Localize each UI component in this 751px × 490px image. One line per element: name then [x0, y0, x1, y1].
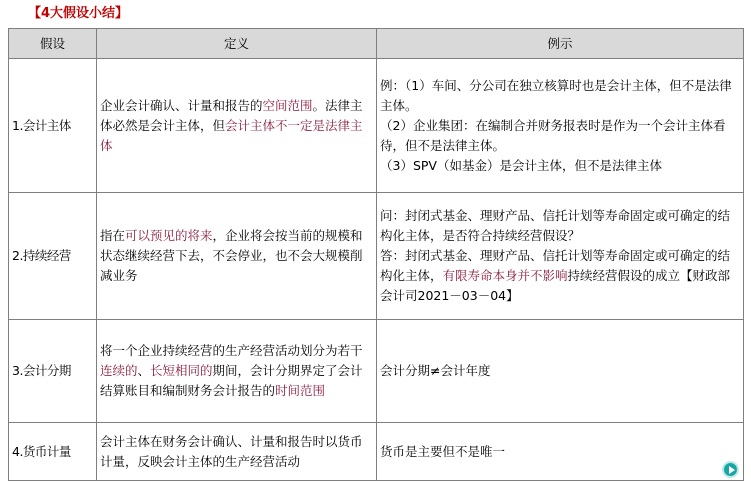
- example-question: 问：封闭式基金、理财产品、信托计划等寿命固定或可确定的结构化主体，是否符合持续经营假设？: [380, 208, 731, 243]
- example-cell: 货币是主要但不是唯一: [377, 423, 744, 481]
- assumption-cell: 1.会计主体: [9, 59, 97, 193]
- definition-highlight: 连续的: [100, 363, 138, 378]
- assumptions-summary-table: [8, 28, 744, 481]
- definition-text: 指在: [100, 228, 126, 243]
- definition-text: 将一个企业持续经营的生产经营活动划分为若干: [100, 343, 363, 358]
- definition-text: 企业会计确认、计量和报告的: [100, 97, 263, 113]
- header-assumption: 假设: [9, 29, 97, 59]
- example-text: 答：封闭式基金、理财产品、信托计划等寿命固定或可确定的结构化主体，: [380, 248, 731, 283]
- table-row: [9, 320, 744, 423]
- definition-highlight: 会计主体不一定是法律主体: [100, 117, 363, 153]
- example-cell: [377, 193, 744, 320]
- example-text: 持续经营假设的成立【财政部会计司2021－03－04】: [380, 268, 731, 303]
- definition-text: 。法律主体必然是会计主体，但: [100, 97, 363, 133]
- definition-highlight: 长短相同的: [150, 363, 213, 378]
- assumption-cell: 4.货币计量: [9, 423, 97, 481]
- example-answer: [380, 246, 740, 306]
- example-line: （2）企业集团：在编制合并财务报表时是作为一个会计主体看待，但不是法律主体。: [380, 117, 726, 153]
- table-row: [9, 193, 744, 320]
- definition-highlight: 可以预见的将来: [125, 228, 213, 243]
- definition-highlight: 时间范围: [275, 383, 326, 398]
- definition-text: 期间，会计分期界定了会计结算账目和编制财务会计报告的: [100, 363, 363, 398]
- table-header-row: [9, 29, 744, 59]
- header-definition: 定义: [97, 29, 377, 59]
- definition-cell: [97, 320, 377, 423]
- definition-text: 、: [137, 363, 151, 378]
- assumption-cell: 3.会计分期: [9, 320, 97, 423]
- table-row: [9, 423, 744, 481]
- example-cell: 会计分期≠会计年度: [377, 320, 744, 423]
- definition-cell: [97, 423, 377, 481]
- assumption-cell: 2.持续经营: [9, 193, 97, 320]
- example-cell: [377, 59, 744, 193]
- definition-highlight: 空间范围: [262, 97, 313, 113]
- definition-text: 会计主体在财务会计确认、计量和报告时以货币计量，反映会计主体的生产经营活动: [100, 433, 363, 469]
- document-title: 【4大假设小结】: [28, 6, 129, 21]
- definition-cell: [97, 59, 377, 193]
- example-line: 例：（1）车间、分公司在独立核算时也是会计主体，但不是法律主体。: [380, 77, 732, 113]
- definition-cell: [97, 193, 377, 320]
- example-highlight: 有限寿命本身并不影响: [442, 268, 568, 283]
- definition-text: ，企业将会按当前的规模和状态继续经营下去，不会停业，也不会大规模削减业务: [100, 228, 363, 283]
- play-icon[interactable]: [722, 461, 739, 478]
- header-example: 例示: [377, 29, 744, 59]
- table-row: [9, 59, 744, 193]
- example-line: （3）SPV（如基金）是会计主体，但不是法律主体: [380, 157, 662, 173]
